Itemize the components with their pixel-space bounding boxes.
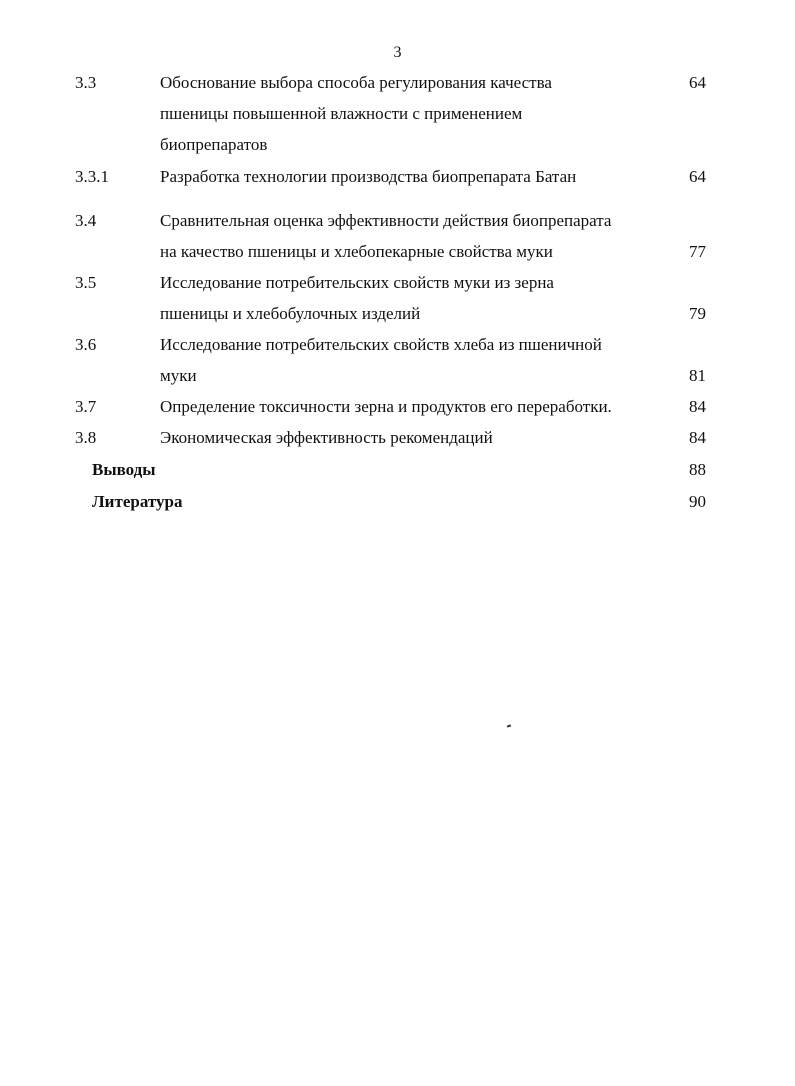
toc-entry-page: 79: [689, 304, 706, 323]
toc-entry-page: 84: [689, 428, 706, 447]
toc-entry-number: 3.3.1: [75, 167, 109, 186]
toc-entry-title: Экономическая эффективность рекомендаций: [160, 428, 493, 447]
toc-entry-number: 3.6: [75, 335, 97, 354]
toc-heading-page: 90: [689, 492, 706, 511]
toc-entry-title: Исследование потребительских свойств муки из зерна: [160, 273, 554, 292]
toc-entry-title: Определение токсичности зерна и продуктов его переработки.: [160, 397, 612, 416]
toc-entry-title: пшеницы повышенной влажности с применением: [160, 104, 523, 123]
toc-heading-conclusions: Выводы: [92, 460, 156, 479]
toc-entry-title: Разработка технологии производства биопрепарата Батан: [160, 167, 577, 186]
toc-heading-references: Литература: [92, 492, 183, 511]
toc-heading-page: 88: [689, 460, 706, 479]
scan-speck: [507, 724, 511, 727]
toc-entry-page: 81: [689, 366, 706, 385]
toc-entry-title: муки: [160, 366, 197, 385]
toc-entry-number: 3.8: [75, 428, 97, 447]
toc-entry-title: Обоснование выбора способа регулирования качества: [160, 73, 552, 92]
toc-entry-page: 77: [689, 242, 706, 261]
page-number: 3: [393, 44, 402, 61]
toc-entry-page: 64: [689, 167, 706, 186]
toc-entry-title: Исследование потребительских свойств хлеба из пшеничной: [160, 335, 602, 354]
toc-entry-number: 3.4: [75, 211, 97, 230]
toc-entry-number: 3.5: [75, 273, 97, 292]
toc-entry-title: биопрепаратов: [160, 135, 268, 154]
toc-entry-number: 3.3: [75, 73, 97, 92]
toc-entry-page: 64: [689, 73, 706, 92]
toc-entry-number: 3.7: [75, 397, 97, 416]
toc-entry-page: 84: [689, 397, 706, 416]
toc-entry-title: Сравнительная оценка эффективности действия биопрепарата: [160, 211, 612, 230]
toc-entry-title: на качество пшеницы и хлебопекарные свойства муки: [160, 242, 553, 261]
toc-entry-title: пшеницы и хлебобулочных изделий: [160, 304, 421, 323]
